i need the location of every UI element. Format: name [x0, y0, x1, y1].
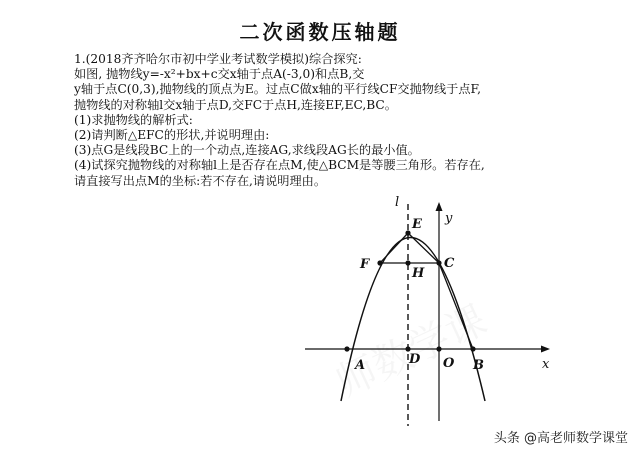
label-c: C	[444, 256, 455, 271]
parabola-figure	[300, 186, 570, 426]
y-axis-arrow	[436, 202, 443, 211]
point-f	[377, 260, 382, 265]
problem-line: 如图, 抛物线y=-x²+bx+c交x轴于点A(-3,0)和点B,交	[74, 67, 365, 82]
page-title: 二次函数压轴题	[239, 20, 401, 44]
point-a	[344, 346, 349, 351]
question-2: (2)请判断△EFC的形状,并说明理由:	[74, 128, 270, 143]
question-1: (1)求抛物线的解析式:	[74, 112, 193, 127]
label-l: l	[395, 195, 400, 210]
label-y: y	[445, 211, 453, 226]
label-b: B	[473, 358, 484, 373]
label-x: x	[542, 357, 550, 372]
point-o	[436, 346, 441, 351]
point-b	[470, 346, 475, 351]
x-axis-arrow	[541, 346, 550, 353]
point-c	[436, 260, 441, 265]
label-d: D	[409, 352, 421, 367]
segment-bc	[439, 263, 473, 349]
label-o: O	[443, 356, 455, 371]
question-3: (3)点G是线段BC上的一个动点,连接AG,求线段AG长的最小值。	[74, 143, 420, 158]
label-f: F	[360, 257, 370, 272]
point-h	[405, 260, 410, 265]
question-4: (4)试探究抛物线的对称轴l上是否存在点M,使△BCM是等腰三角形。若存在,	[74, 158, 485, 173]
label-a: A	[355, 358, 366, 373]
label-h: H	[412, 266, 425, 281]
label-e: E	[412, 217, 422, 232]
problem-line-source: 1.(2018齐齐哈尔市初中学业考试数学模拟)综合探究:	[74, 52, 362, 66]
problem-line: y轴于点C(0,3),抛物线的顶点为E。过点C做x轴的平行线CF交抛物线于点F,	[74, 82, 481, 97]
problem-line: 抛物线的对称轴l交x轴于点D,交FC于点H,连接EF,EC,BC。	[74, 97, 397, 112]
watermark-text: 头条 @高老师数学课堂	[493, 431, 628, 446]
parabola-diagram	[300, 186, 570, 426]
question-4-continued: 请直接写出点M的坐标:若不存在,请说明理由。	[74, 173, 327, 188]
point-e	[405, 230, 410, 235]
point-d	[405, 346, 410, 351]
source-watermark	[490, 426, 632, 447]
segment-ef	[380, 233, 408, 263]
problem-text	[74, 52, 594, 189]
segment-ec	[408, 233, 439, 263]
